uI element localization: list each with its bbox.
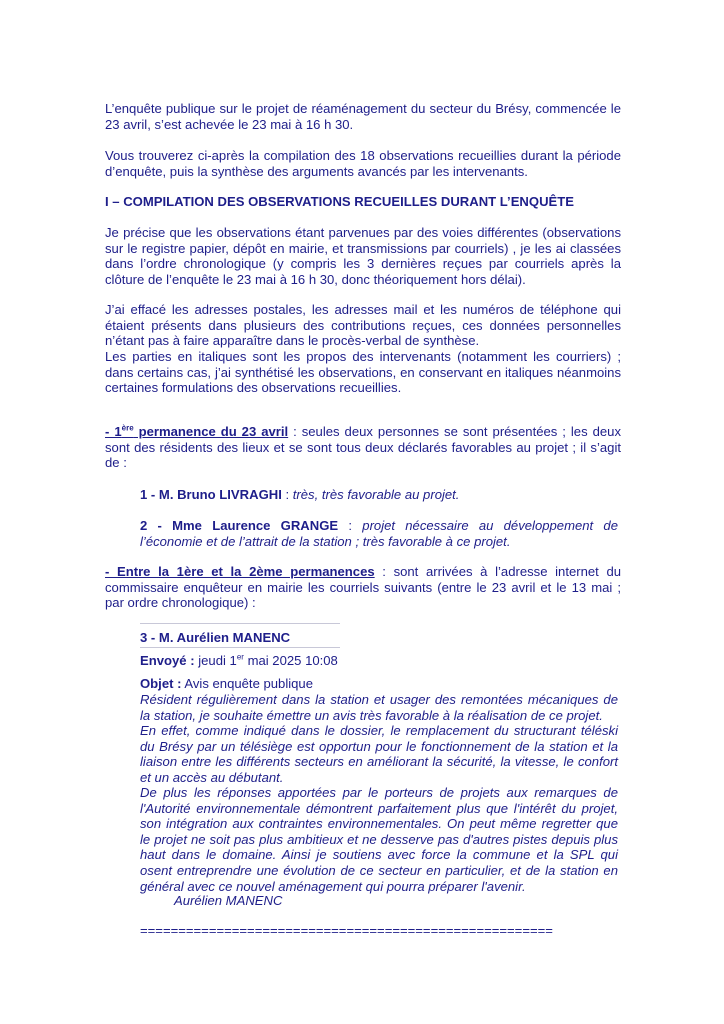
method-paragraph-2: J’ai effacé les adresses postales, les adresses mail et les numéros de téléphone qui étaient présents dans plusieurs des contributions reçues, ces données personnelles n’étant pas à faire apparaître dans le procès-verbal de synthèse. bbox=[105, 302, 621, 349]
email-body-paragraph-2: En effet, comme indiqué dans le dossier, le remplacement du structurant téléski du Brésy par un télésiège est opportun pour le fonctionnement de la station et la liaison entre les différents secteurs en améliorant la sécurité, la vitesse, le confort et un accès au débutant. bbox=[140, 723, 618, 785]
observation-1: 1 - M. Bruno LIVRAGHI : très, très favorable au projet. bbox=[140, 487, 460, 502]
observation-1-text: très, très favorable au projet. bbox=[292, 487, 460, 502]
email-subject-line bbox=[140, 676, 618, 692]
section-title: I – COMPILATION DES OBSERVATIONS RECUEILLES DURANT L’ENQUÊTE bbox=[105, 194, 574, 209]
between-permanences-paragraph bbox=[105, 564, 621, 611]
email-header-rule-top bbox=[140, 623, 340, 624]
first-permanence-heading: - 1ère permanence du 23 avril bbox=[105, 423, 289, 439]
observation-1-name: 1 - M. Bruno LIVRAGHI bbox=[140, 487, 282, 502]
email-sent-line: Envoyé : jeudi 1er mai 2025 10:08 bbox=[140, 652, 338, 668]
observation-2-name: 2 - Mme Laurence GRANGE bbox=[140, 518, 339, 533]
between-permanences-heading: - Entre la 1ère et la 2ème permanences bbox=[105, 564, 375, 579]
observation-2-text: projet nécessaire au développement de l’économie et de l’attrait de la station ; très favorable à ce projet. bbox=[140, 518, 619, 549]
method-paragraph-1: Je précise que les observations étant parvenues par des voies différentes (observations sur le registre papier, dépôt en mairie, et transmissions par courriels) , je les ai classées dans l’ordre chronologique (y compris les 3 dernières reçues par courriels après la clôture de l’enquête le 23 mai à 16 h 30, donc théoriquement hors délai). bbox=[105, 225, 621, 287]
intro-paragraph-2: Vous trouverez ci-après la compilation des 18 observations recueillies durant la période d’enquête, puis la synthèse des arguments avancés par les intervenants. bbox=[105, 148, 621, 179]
observation-3-name: 3 - M. Aurélien MANENC bbox=[140, 630, 291, 645]
email-subject: Avis enquête publique bbox=[181, 676, 314, 691]
email-header-rule-bottom bbox=[140, 647, 340, 648]
email-body-paragraph-3: De plus les réponses apportées par le porteurs de projets aux remarques de l'Autorité environnementale démontrent parfaitement plus que l'intérêt du projet, son intégration aux contraintes environnementales. On peut même regretter que le projet ne soit pas plus ambitieux et ne desserve pas d'autres pistes depuis plus haut dans le domaine. Ainsi je soutiens avec force la commune et la SPL qui osent entreprendre une évolution de ce secteur en particulier, et de la station en général avec ce nouvel aménagement qui pourra préparer l'avenir. bbox=[140, 785, 618, 894]
method-paragraph-3: Les parties en italiques sont les propos des intervenants (notamment les courriers) ; dans certains cas, j’ai synthétisé les observations, en conservant en italiques néanmoins certaines formulations des observations recueillies. bbox=[105, 349, 621, 396]
email-signature: Aurélien MANENC bbox=[174, 893, 283, 908]
intro-paragraph-1: L’enquête publique sur le projet de réaménagement du secteur du Brésy, commencée le 23 avril, s’est achevée le 23 mai à 16 h 30. bbox=[105, 101, 621, 132]
email-subject-label: Objet : bbox=[140, 676, 182, 691]
first-permanence-text: : seules deux personnes se sont présentées ; les deux sont des résidents des lieux et se sont tous deux déclarés favorables au projet ; il s’agit de : bbox=[105, 424, 621, 471]
email-sent-label: Envoyé : bbox=[140, 653, 195, 668]
between-permanences-text: : sont arrivées à l’adresse internet du commissaire enquêteur en mairie les courriels suivants (entre le 23 avril et le 13 mai ; par ordre chronologique) : bbox=[105, 564, 622, 611]
separator-line: ====================================================== bbox=[140, 923, 553, 938]
email-body-paragraph-1: Résident régulièrement dans la station et usager des remontées mécaniques de la station, je souhaite émettre un avis très favorable à la réalisation de ce projet. bbox=[140, 692, 618, 723]
first-permanence-paragraph bbox=[105, 424, 621, 471]
observation-2: 2 - Mme Laurence GRANGE : projet nécessaire au développement de l’économie et de l’attrait de la station ; très favorable à ce projet. bbox=[140, 518, 619, 549]
